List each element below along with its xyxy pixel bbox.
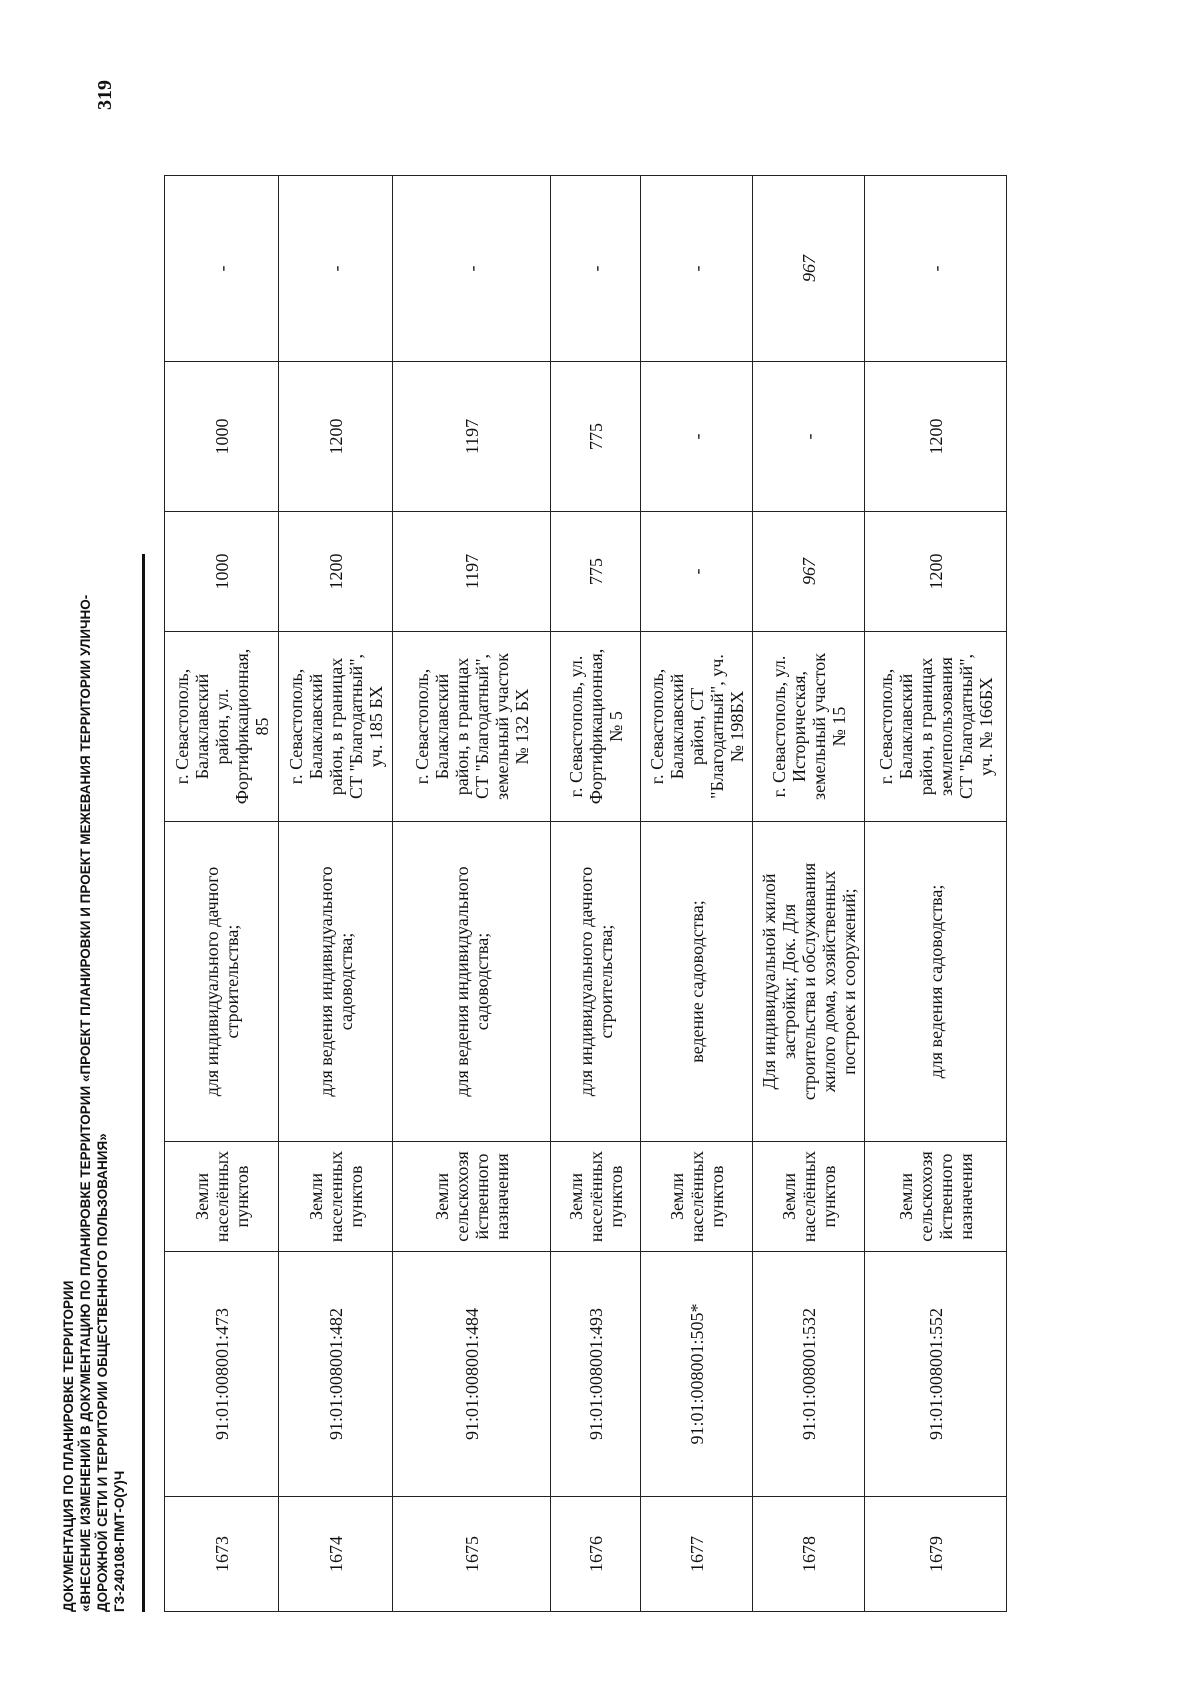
address-cell-line: г. Севастополь, xyxy=(171,668,192,785)
address-cell-line: № 198БХ xyxy=(726,690,747,763)
area-cell: - xyxy=(641,512,753,632)
area-cell: 775 xyxy=(551,512,641,632)
cadastral-number-cell: 91:01:008001:484 xyxy=(393,1252,551,1497)
address-cell-line: Фортификационная, xyxy=(585,648,606,805)
permitted-use-cell-line: жилого дома, хозяйственных xyxy=(818,870,839,1093)
area-cell: 1200 xyxy=(279,362,393,512)
row-number-cell: 1674 xyxy=(279,1497,393,1612)
address-cell-line: район, в границах xyxy=(325,657,346,796)
header-rule xyxy=(142,554,145,1612)
address-cell-line: Балаклавский xyxy=(305,673,326,780)
cadastral-number-cell: 91:01:008001:505* xyxy=(641,1252,753,1497)
permitted-use-cell-line: строительства и обслуживания xyxy=(798,862,819,1101)
area-cell: - xyxy=(551,176,641,362)
address-cell-line: Балаклавский xyxy=(666,673,687,780)
area-cell: 1197 xyxy=(393,512,551,632)
address-cell-line: Балаклавский xyxy=(431,673,452,780)
table-row xyxy=(551,176,641,1612)
address-cell-line: СТ "Благодатный", xyxy=(345,653,366,800)
page-number: 319 xyxy=(94,80,116,110)
land-category-cell-line: Земли xyxy=(666,1173,687,1221)
permitted-use-cell-line: для ведения индивидуального xyxy=(451,866,472,1097)
permitted-use-cell-line: для ведения садоводства; xyxy=(925,884,946,1079)
address-cell-line: № 5 xyxy=(605,711,626,742)
address-cell-line: г. Севастополь, xyxy=(411,668,432,785)
address-cell-line: СТ "Благодатный", xyxy=(955,653,976,800)
address-cell-line: СТ "Благодатный", xyxy=(471,653,492,800)
land-category-cell-line: Земли xyxy=(895,1173,916,1221)
address-cell-line: Балаклавский xyxy=(191,673,212,780)
address-cell xyxy=(753,632,865,822)
permitted-use-cell-line: застройки; Док. Для xyxy=(778,903,799,1060)
permitted-use-cell-line: Для индивидуальной жилой xyxy=(758,873,779,1090)
land-category-cell-line: йственного xyxy=(471,1153,492,1240)
table-row xyxy=(753,176,865,1612)
land-category-cell-line: пунктов xyxy=(345,1165,366,1228)
area-cell: 1200 xyxy=(279,512,393,632)
permitted-use-cell-line: построек и сооружений; xyxy=(838,888,859,1075)
address-cell-line: земельный участок xyxy=(491,653,512,800)
land-category-cell xyxy=(753,1142,865,1252)
address-cell-line: № 15 xyxy=(828,706,849,747)
cadastral-number-cell: 91:01:008001:473 xyxy=(165,1252,279,1497)
land-category-cell-line: населенных xyxy=(325,1150,346,1243)
area-cell: - xyxy=(393,176,551,362)
header-line: «ВНЕСЕНИЕ ИЗМЕНЕНИЙ В ДОКУМЕНТАЦИЮ ПО ПЛАНИРОВКЕ ТЕРРИТОРИИ «ПРОЕКТ ПЛАНИРОВКИ И ПРОЕКТ МЕЖЕВАНИЯ ТЕРРИТОРИИ УЛИЧНО- xyxy=(78,594,93,1612)
area-cell: 967 xyxy=(753,176,865,362)
land-category-cell-line: пунктов xyxy=(231,1165,252,1228)
address-cell xyxy=(279,632,393,822)
permitted-use-cell-line: строительства; xyxy=(595,924,616,1039)
row-number-cell: 1673 xyxy=(165,1497,279,1612)
address-cell-line: уч. 185 БХ xyxy=(365,685,386,768)
address-cell-line: район, в границах xyxy=(451,657,472,796)
land-category-cell-line: йственного xyxy=(935,1153,956,1240)
address-cell-line: г. Севастополь, xyxy=(875,668,896,785)
area-cell: - xyxy=(641,176,753,362)
address-cell xyxy=(551,632,641,822)
table-row xyxy=(641,176,753,1612)
area-cell: - xyxy=(865,176,1007,362)
cadastral-number-cell: 91:01:008001:493 xyxy=(551,1252,641,1497)
land-plot-table xyxy=(164,175,1007,1612)
address-cell-line: Историческая, xyxy=(788,671,809,782)
land-category-cell-line: Земли xyxy=(778,1173,799,1221)
land-category-cell-line: Земли xyxy=(431,1173,452,1221)
permitted-use-cell xyxy=(279,822,393,1142)
address-cell-line: Балаклавский xyxy=(895,673,916,780)
permitted-use-cell-line: для ведения индивидуального xyxy=(315,866,336,1097)
area-cell: 967 xyxy=(753,512,865,632)
land-category-cell-line: Земли xyxy=(305,1173,326,1221)
address-cell-line: район, ул. xyxy=(211,688,232,765)
cadastral-number-cell: 91:01:008001:532 xyxy=(753,1252,865,1497)
land-category-cell-line: населённых xyxy=(585,1150,606,1243)
land-category-cell-line: назначения xyxy=(491,1153,512,1240)
land-category-cell-line: Земли xyxy=(191,1173,212,1221)
address-cell-line: 85 xyxy=(251,717,272,736)
land-category-cell xyxy=(165,1142,279,1252)
permitted-use-cell-line: садоводства; xyxy=(471,932,492,1031)
address-cell-line: "Благодатный", уч. xyxy=(706,654,727,799)
table-row xyxy=(279,176,393,1612)
permitted-use-cell-line: строительства; xyxy=(221,924,242,1039)
permitted-use-cell-line: для индивидуального дачного xyxy=(201,866,222,1097)
header-line: ДОКУМЕНТАЦИЯ ПО ПЛАНИРОВКЕ ТЕРРИТОРИИ xyxy=(61,1280,76,1612)
row-number-cell: 1678 xyxy=(753,1497,865,1612)
row-number-cell: 1675 xyxy=(393,1497,551,1612)
permitted-use-cell xyxy=(551,822,641,1142)
header-line: ДОРОЖНОЙ СЕТИ И ТЕРРИТОРИИ ОБЩЕСТВЕННОГО ПОЛЬЗОВАНИЯ» xyxy=(95,1133,110,1612)
document-header xyxy=(60,312,128,1612)
land-category-cell-line: Земли xyxy=(565,1173,586,1221)
land-category-cell-line: населённых xyxy=(798,1150,819,1243)
area-cell: 1000 xyxy=(165,512,279,632)
cadastral-number-cell: 91:01:008001:552 xyxy=(865,1252,1007,1497)
address-cell xyxy=(393,632,551,822)
table-row xyxy=(165,176,279,1612)
address-cell-line: землепользования xyxy=(935,657,956,796)
area-cell: - xyxy=(753,362,865,512)
row-number-cell: 1676 xyxy=(551,1497,641,1612)
address-cell-line: г. Севастополь, ул. xyxy=(565,655,586,798)
permitted-use-cell-line: ведение садоводства; xyxy=(686,900,707,1063)
permitted-use-cell xyxy=(641,822,753,1142)
permitted-use-cell xyxy=(165,822,279,1142)
land-category-cell-line: пунктов xyxy=(818,1165,839,1228)
table-row xyxy=(393,176,551,1612)
land-category-cell-line: населённых xyxy=(686,1150,707,1243)
land-category-cell-line: сельскохозя xyxy=(915,1151,936,1242)
address-cell-line: № 132 БХ xyxy=(511,688,532,765)
address-cell-line: Фортификационная, xyxy=(231,648,252,805)
address-cell-line: земельный участок xyxy=(808,653,829,800)
land-category-cell-line: населённых xyxy=(211,1150,232,1243)
land-category-cell xyxy=(393,1142,551,1252)
land-category-cell-line: пунктов xyxy=(605,1165,626,1228)
permitted-use-cell xyxy=(393,822,551,1142)
area-cell: - xyxy=(279,176,393,362)
area-cell: 775 xyxy=(551,362,641,512)
row-number-cell: 1679 xyxy=(865,1497,1007,1612)
address-cell-line: уч. № 166БХ xyxy=(975,677,996,776)
address-cell-line: район, в границах xyxy=(915,657,936,796)
area-cell: 1200 xyxy=(865,512,1007,632)
area-cell: - xyxy=(641,362,753,512)
address-cell-line: г. Севастополь, xyxy=(285,668,306,785)
address-cell xyxy=(865,632,1007,822)
cadastral-number-cell: 91:01:008001:482 xyxy=(279,1252,393,1497)
address-cell xyxy=(641,632,753,822)
land-category-cell xyxy=(551,1142,641,1252)
permitted-use-cell xyxy=(865,822,1007,1142)
address-cell-line: район, СТ xyxy=(686,687,707,766)
area-cell: 1200 xyxy=(865,362,1007,512)
permitted-use-cell xyxy=(753,822,865,1142)
area-cell: 1197 xyxy=(393,362,551,512)
area-cell: 1000 xyxy=(165,362,279,512)
address-cell-line: г. Севастополь, xyxy=(646,668,667,785)
address-cell xyxy=(165,632,279,822)
land-category-cell-line: сельскохозя xyxy=(451,1151,472,1242)
permitted-use-cell-line: садоводства; xyxy=(335,932,356,1031)
land-category-cell xyxy=(279,1142,393,1252)
land-category-cell xyxy=(865,1142,1007,1252)
permitted-use-cell-line: для индивидуального дачного xyxy=(575,866,596,1097)
land-category-cell xyxy=(641,1142,753,1252)
header-line: ГЗ-240108-ПМТ-О(У)Ч xyxy=(112,1470,127,1612)
table-row xyxy=(865,176,1007,1612)
row-number-cell: 1677 xyxy=(641,1497,753,1612)
address-cell-line: г. Севастополь, ул. xyxy=(768,655,789,798)
land-category-cell-line: пунктов xyxy=(706,1165,727,1228)
land-category-cell-line: назначения xyxy=(955,1153,976,1240)
area-cell: - xyxy=(165,176,279,362)
